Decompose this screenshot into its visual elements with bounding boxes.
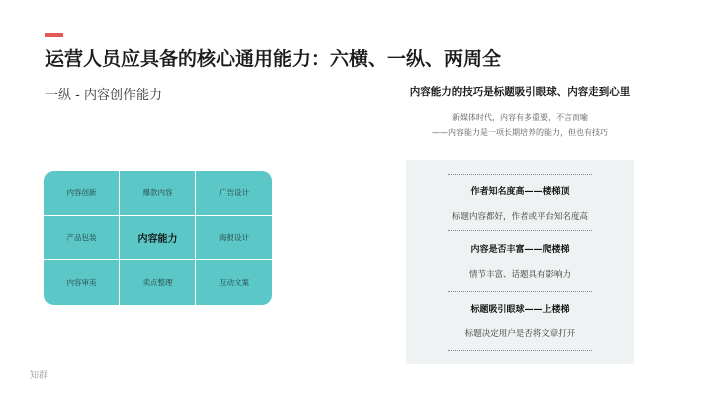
dotted-divider [448, 174, 592, 175]
page-title: 运营人员应具备的核心通用能力：六横、一纵、两周全 [45, 48, 502, 70]
tip-heading-1: 作者知名度高——楼梯顶 [470, 187, 570, 197]
grid-cell-content-aesthetics: 内容审美 [44, 260, 120, 305]
brand-footer: 知群 [30, 371, 49, 381]
tips-panel [406, 160, 634, 364]
dotted-divider [448, 291, 592, 292]
grid-cell-selling-points: 卖点整理 [120, 260, 196, 305]
grid-cell-content-ability: 内容能力 [120, 216, 196, 261]
grid-cell-viral-content: 爆款内容 [120, 171, 196, 216]
grid-cell-interactive-copy: 互动文案 [219, 278, 249, 288]
grid-cell-poster-design: 海报设计 [196, 216, 272, 261]
content-ability-grid [44, 171, 272, 305]
dotted-divider [448, 350, 592, 351]
tip-heading-3: 标题吸引眼球——上楼梯 [470, 305, 570, 315]
tip-heading-2: 内容是否丰富——爬楼梯 [470, 245, 570, 255]
description-line-1: 新媒体时代，内容有多重要，不言而喻 [452, 113, 588, 122]
grid-cell-product-packaging: 产品包装 [44, 216, 120, 261]
right-section-title: 内容能力的技巧是标题吸引眼球、内容走到心里 [409, 86, 631, 98]
grid-cell-content-innovation: 内容创新 [44, 171, 120, 216]
title-accent-bar [45, 33, 63, 37]
tip-text-2: 情节丰富、话题具有影响力 [468, 270, 571, 280]
dotted-divider [448, 230, 592, 231]
tip-text-3: 标题决定用户是否将文章打开 [464, 329, 576, 339]
tip-text-1: 标题内容都好，作者或平台知名度高 [451, 212, 588, 222]
grid-cell-ad-design: 广告设计 [196, 171, 272, 216]
page-subtitle: 一纵 - 内容创作能力 [45, 88, 162, 103]
right-section-description [406, 110, 634, 140]
description-line-2: ——内容能力是一项长期培养的能力，但也有技巧 [432, 128, 608, 137]
